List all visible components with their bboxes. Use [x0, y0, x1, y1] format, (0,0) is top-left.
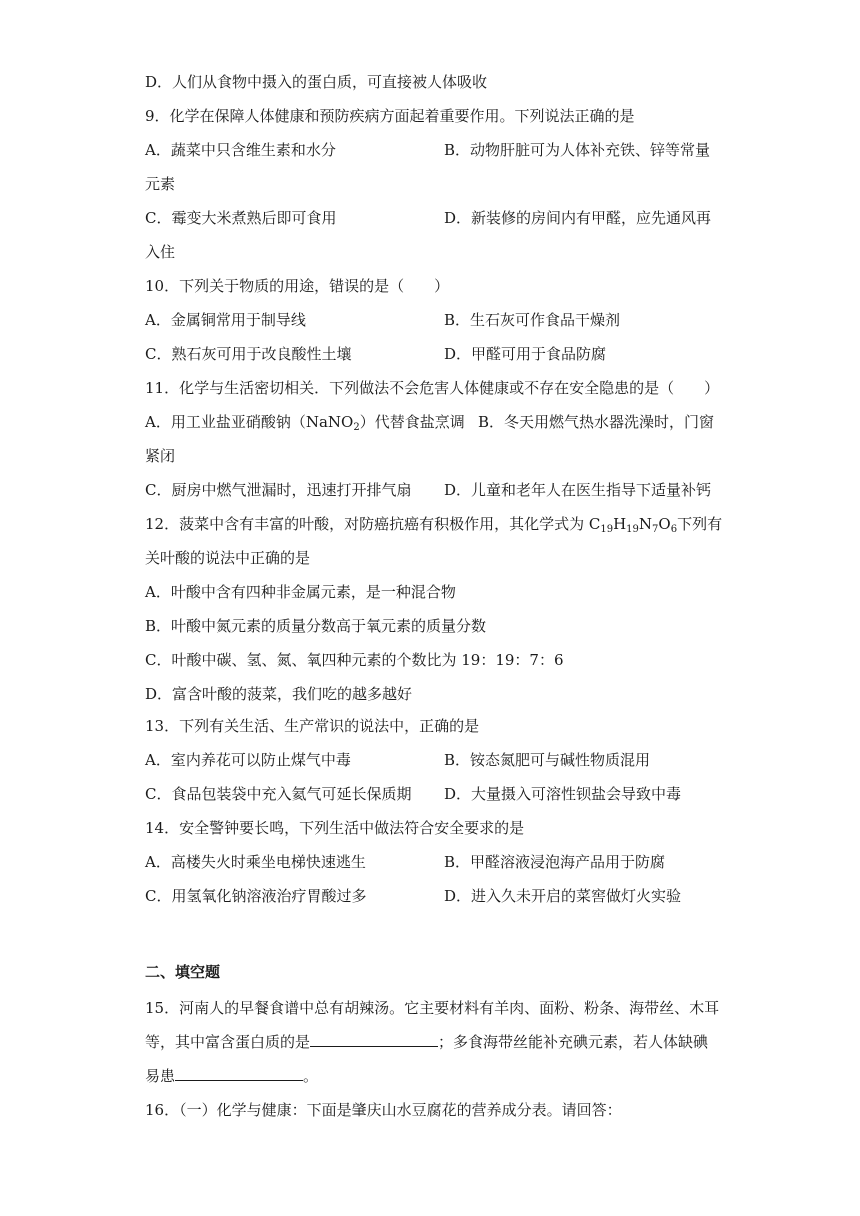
q10-option-d: D．甲醛可用于食品防腐	[444, 345, 607, 363]
section-title-fill-in: 二、填空题	[145, 963, 221, 981]
q14-stem: 14．安全警钟要长鸣，下列生活中做法符合安全要求的是	[145, 819, 525, 837]
q13-stem: 13．下列有关生活、生产常识的说法中，正确的是	[145, 717, 480, 735]
q12-option-d: D．富含叶酸的菠菜，我们吃的越多越好	[145, 685, 413, 703]
q15-line1: 15．河南人的早餐食谱中总有胡辣汤。它主要材料有羊肉、面粉、粉条、海带丝、木耳	[145, 999, 720, 1017]
q10-option-c: C．熟石灰可用于改良酸性土壤	[145, 345, 352, 363]
q10-option-b: B．生石灰可作食品干燥剂	[444, 311, 621, 329]
q14-option-a: A．高楼失火时乘坐电梯快速逃生	[145, 853, 366, 871]
q11-option-c: C．厨房中燃气泄漏时，迅速打开排气扇	[145, 481, 412, 499]
q13-option-c: C．食品包装袋中充入氦气可延长保质期	[145, 785, 412, 803]
q9-option-d-continued: 入住	[145, 243, 176, 261]
q16-stem: 16．（一）化学与健康：下面是肇庆山水豆腐花的营养成分表。请回答：	[145, 1101, 622, 1119]
q15-blank-1[interactable]	[310, 1032, 438, 1047]
q12-stem: 12．菠菜中含有丰富的叶酸，对防癌抗癌有积极作用，其化学式为 $C_{19}H_{19}N_7O_6$下列有	[145, 515, 723, 535]
q11-stem: 11．化学与生活密切相关．下列做法不会危害人体健康或不存在安全隐患的是（ ）	[145, 379, 720, 397]
q11-option-b: B．冬天用燃气热水器洗澡时，门窗	[478, 413, 715, 431]
q10-option-a: A．金属铜常用于制导线	[145, 311, 306, 329]
q12-option-b: B．叶酸中氮元素的质量分数高于氧元素的质量分数	[145, 617, 487, 635]
q9-stem: 9．化学在保障人体健康和预防疾病方面起着重要作用。下列说法正确的是	[145, 107, 635, 125]
q8-option-d: D．人们从食物中摄入的蛋白质，可直接被人体吸收	[145, 73, 488, 91]
q13-option-d: D．大量摄入可溶性钡盐会导致中毒	[444, 785, 682, 803]
q12-option-a: A．叶酸中含有四种非金属元素，是一种混合物	[145, 583, 456, 601]
q9-option-b: B．动物肝脏可为人体补充铁、锌等常量	[444, 141, 711, 159]
q13-option-b: B．铵态氮肥可与碱性物质混用	[444, 751, 651, 769]
q10-stem: 10．下列关于物质的用途，错误的是（ ）	[145, 277, 450, 295]
q15-line2: 等，其中富含蛋白质的是 ；多食海带丝能补充碘元素，若人体缺碘	[145, 1033, 709, 1051]
q14-option-c: C．用氢氧化钠溶液治疗胃酸过多	[145, 887, 367, 905]
q15-line3: 易患 。	[145, 1067, 319, 1085]
q14-option-b: B．甲醛溶液浸泡海产品用于防腐	[444, 853, 666, 871]
q9-option-c: C．霉变大米煮熟后即可食用	[145, 209, 337, 227]
q9-option-d: D．新装修的房间内有甲醛，应先通风再	[444, 209, 712, 227]
q11-option-d: D．儿童和老年人在医生指导下适量补钙	[444, 481, 712, 499]
q13-option-a: A．室内养花可以防止煤气中毒	[145, 751, 351, 769]
q14-option-d: D．进入久未开启的菜窖做灯火实验	[444, 887, 682, 905]
q12-option-c: C．叶酸中碳、氢、氮、氧四种元素的个数比为 19：19：7：6	[145, 651, 564, 669]
q12-stem-continued: 关叶酸的说法中正确的是	[145, 549, 311, 567]
q11-option-b-continued: 紧闭	[145, 447, 176, 465]
q9-option-a: A．蔬菜中只含维生素和水分	[145, 141, 336, 159]
q15-blank-2[interactable]	[175, 1066, 303, 1081]
q11-option-a: A．用工业盐亚硝酸钠（NaNO$_2$）代替食盐烹调	[145, 413, 465, 433]
q9-option-b-continued: 元素	[145, 175, 176, 193]
